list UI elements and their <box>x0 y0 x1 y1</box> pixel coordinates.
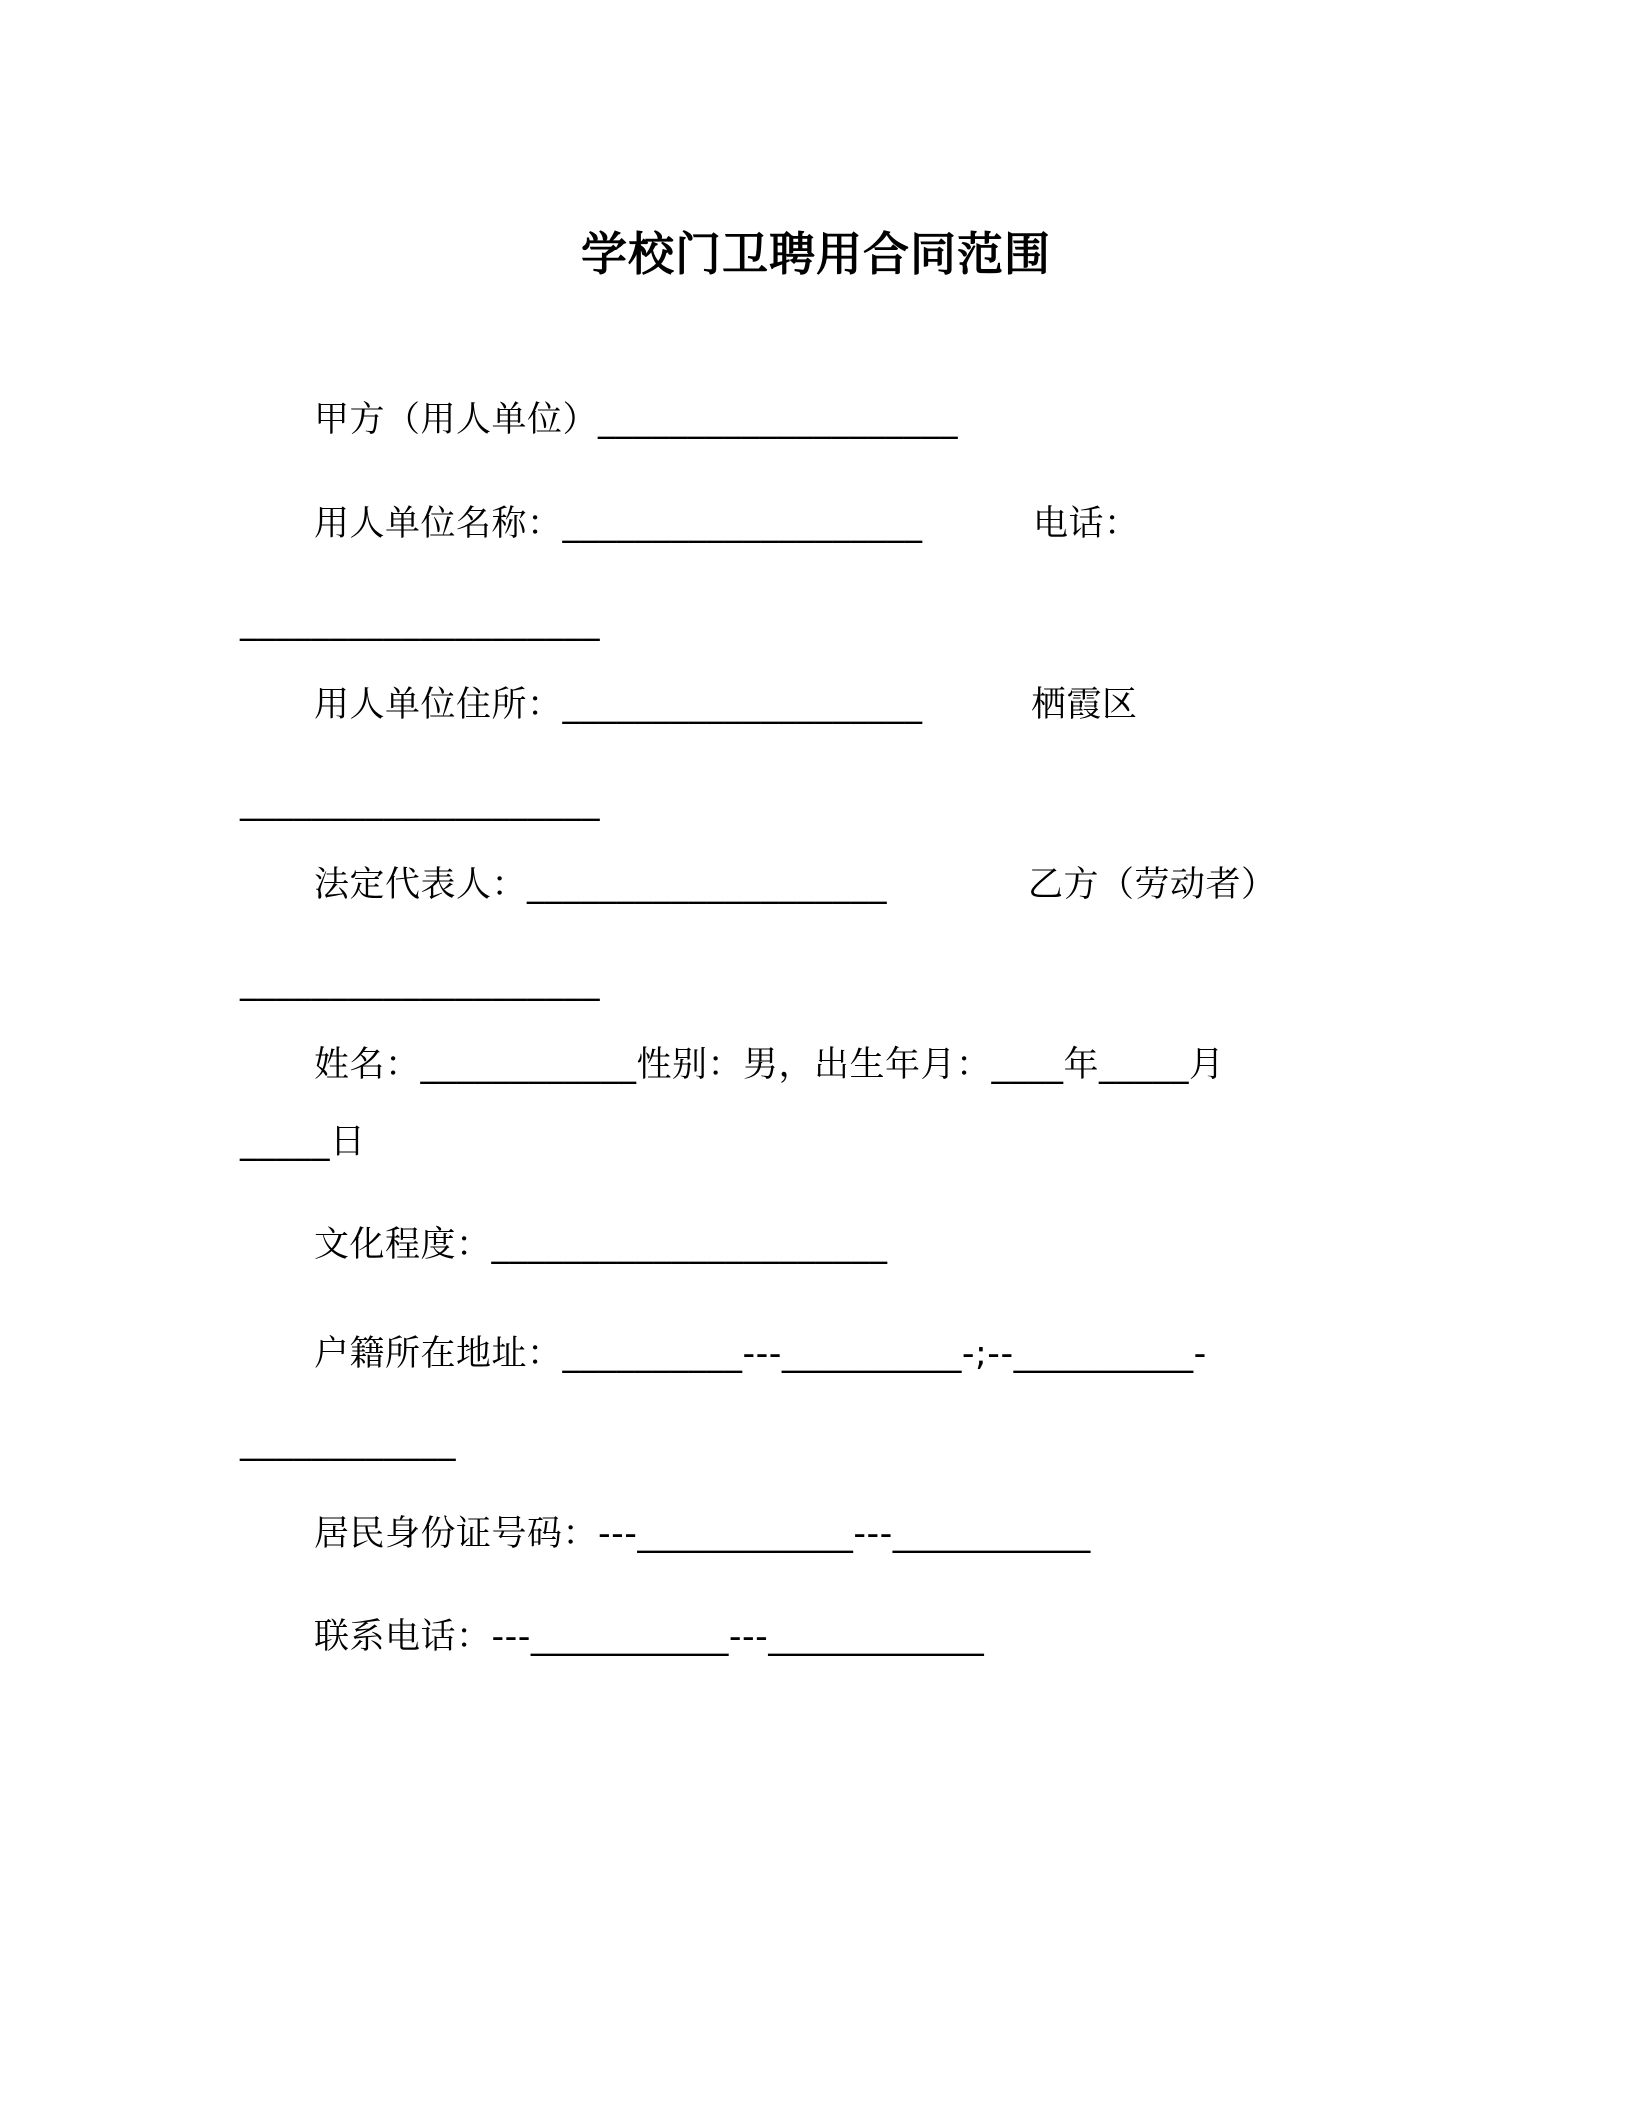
legal-representative-line: 法定代表人：____________________ <box>314 865 888 905</box>
document-title: 学校门卫聘用合同范围 <box>581 227 1051 281</box>
party-b-label: 乙方（劳动者） <box>1028 865 1277 905</box>
education-line: 文化程度：______________________ <box>314 1225 888 1265</box>
employer-address-line: 用人单位住所：____________________ <box>314 685 923 725</box>
employer-name-line: 用人单位名称：____________________ <box>314 504 923 544</box>
party-b-blank-line: ____________________ <box>240 962 600 1002</box>
contact-phone-line: 联系电话：---___________---____________ <box>314 1617 985 1657</box>
household-address-continuation: ____________ <box>240 1422 456 1462</box>
phone-label: 电话： <box>1033 504 1140 544</box>
district-label: 栖霞区 <box>1031 685 1138 725</box>
birth-day-line: _____日 <box>240 1122 366 1162</box>
party-a-line: 甲方（用人单位）____________________ <box>314 400 959 440</box>
household-address-line: 户籍所在地址：__________---__________-;--__________- <box>314 1334 1207 1374</box>
phone-blank-line: ____________________ <box>240 602 600 642</box>
name-gender-birth-line: 姓名：____________性别：男，出生年月：____年_____月 <box>314 1045 1225 1085</box>
id-number-line: 居民身份证号码：---____________---___________ <box>314 1514 1091 1554</box>
district-blank-line: ____________________ <box>240 782 600 822</box>
